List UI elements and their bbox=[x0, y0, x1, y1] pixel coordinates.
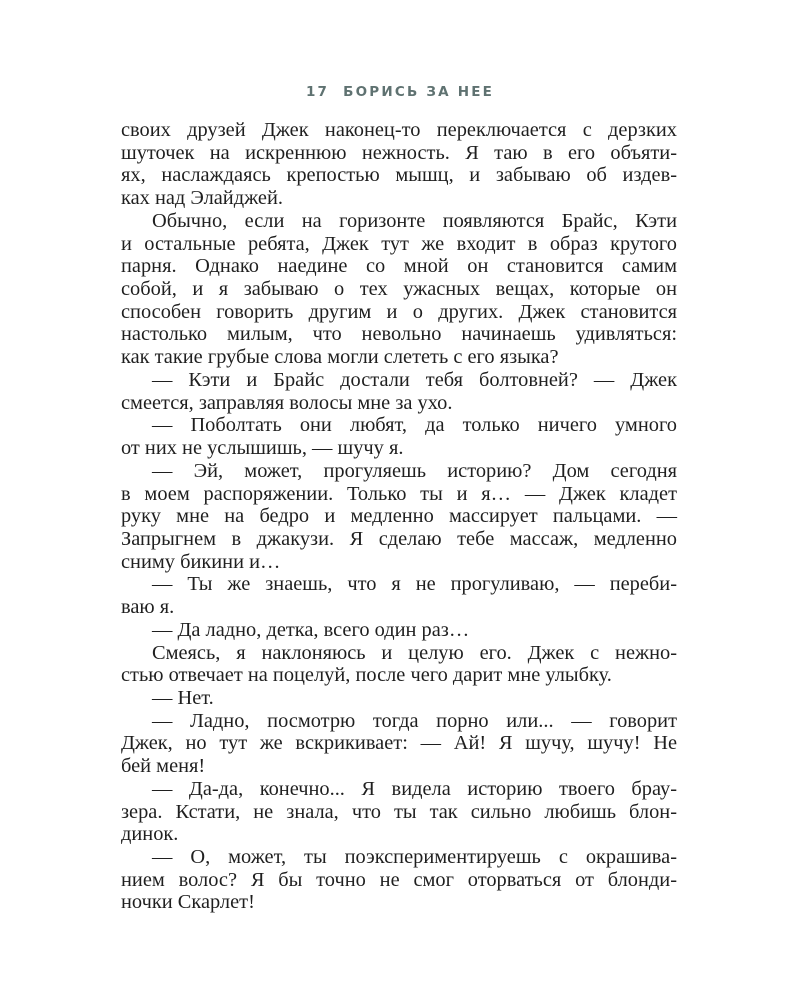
text-line: Смеясь, я наклоняюсь и целую его. Джек с нежно- bbox=[152, 641, 677, 664]
text-line: и остальные ребята, Джек тут же входит в образ крутого bbox=[121, 232, 677, 255]
text-line: ночки Скарлет! bbox=[121, 891, 255, 914]
text-line: стью отвечает на поцелуй, после чего дарит мне улыбку. bbox=[121, 664, 612, 687]
text-line: способен говорить другим и о других. Джек становится bbox=[121, 300, 677, 323]
page-number: 17 bbox=[305, 84, 330, 100]
text-line: ваю я. bbox=[121, 596, 175, 619]
text-line: — Ладно, посмотрю тогда порно или... — говорит bbox=[152, 709, 677, 732]
text-line: руку мне на бедро и медленно массирует пальцами. — bbox=[121, 505, 677, 528]
text-line: — О, может, ты поэкспериментируешь с окрашива- bbox=[152, 846, 677, 868]
text-line: ях, наслаждаясь крепостью мышц, и забываю об издев- bbox=[121, 164, 677, 187]
text-line: — Да ладно, детка, всего один раз… bbox=[152, 618, 470, 641]
text-line: настолько милым, что невольно начинаешь удивляться: bbox=[121, 323, 677, 346]
text-line: парня. Однако наедине со мной он становится самим bbox=[121, 255, 677, 278]
chapter-title: БОРИСЬ ЗА НЕЕ bbox=[343, 84, 495, 100]
text-line: — Эй, может, прогуляешь историю? Дом сегодня bbox=[152, 459, 677, 482]
text-line: зера. Кстати, не знала, что ты так сильно любишь блон- bbox=[121, 800, 677, 823]
text-line: нием волос? Я бы точно не смог оторваться от блонди- bbox=[121, 868, 677, 891]
text-line: в моем распоряжении. Только ты и я… — Джек кладет bbox=[121, 482, 677, 505]
body-text bbox=[121, 119, 677, 914]
text-line: смеется, заправляя волосы мне за ухо. bbox=[121, 391, 453, 414]
text-line: как такие грубые слова могли слететь с его языка? bbox=[121, 346, 559, 369]
text-line: сниму бикини и… bbox=[121, 550, 281, 573]
running-head bbox=[0, 84, 800, 100]
text-line: — Ты же знаешь, что я не прогуливаю, — переби- bbox=[152, 573, 677, 596]
text-line: собой, и я забываю о тех ужасных вещах, которые он bbox=[121, 278, 677, 301]
text-line: Запрыгнем в джакузи. Я сделаю тебе массаж, медленно bbox=[121, 527, 677, 550]
text-line: бей меня! bbox=[121, 755, 206, 778]
text-line: — Кэти и Брайс достали тебя болтовней? — Джек bbox=[152, 368, 677, 391]
text-line: Джек, но тут же вскрикивает: — Ай! Я шучу, шучу! Не bbox=[121, 732, 677, 755]
text-line: динок. bbox=[121, 823, 179, 846]
text-line: — Да-да, конечно... Я видела историю твоего брау- bbox=[152, 777, 677, 800]
text-line: ках над Элайджей. bbox=[121, 187, 283, 210]
text-line: Обычно, если на горизонте появляются Брайс, Кэти bbox=[152, 209, 677, 232]
text-line: — Нет. bbox=[152, 686, 214, 709]
text-line: от них не услышишь, — шучу я. bbox=[121, 437, 404, 460]
text-line: шуточек на искреннюю нежность. Я таю в его объяти- bbox=[121, 141, 677, 164]
text-line: — Поболтать они любят, да только ничего умного bbox=[152, 414, 677, 437]
text-line: своих друзей Джек наконец-то переключается с дерзких bbox=[121, 119, 677, 141]
